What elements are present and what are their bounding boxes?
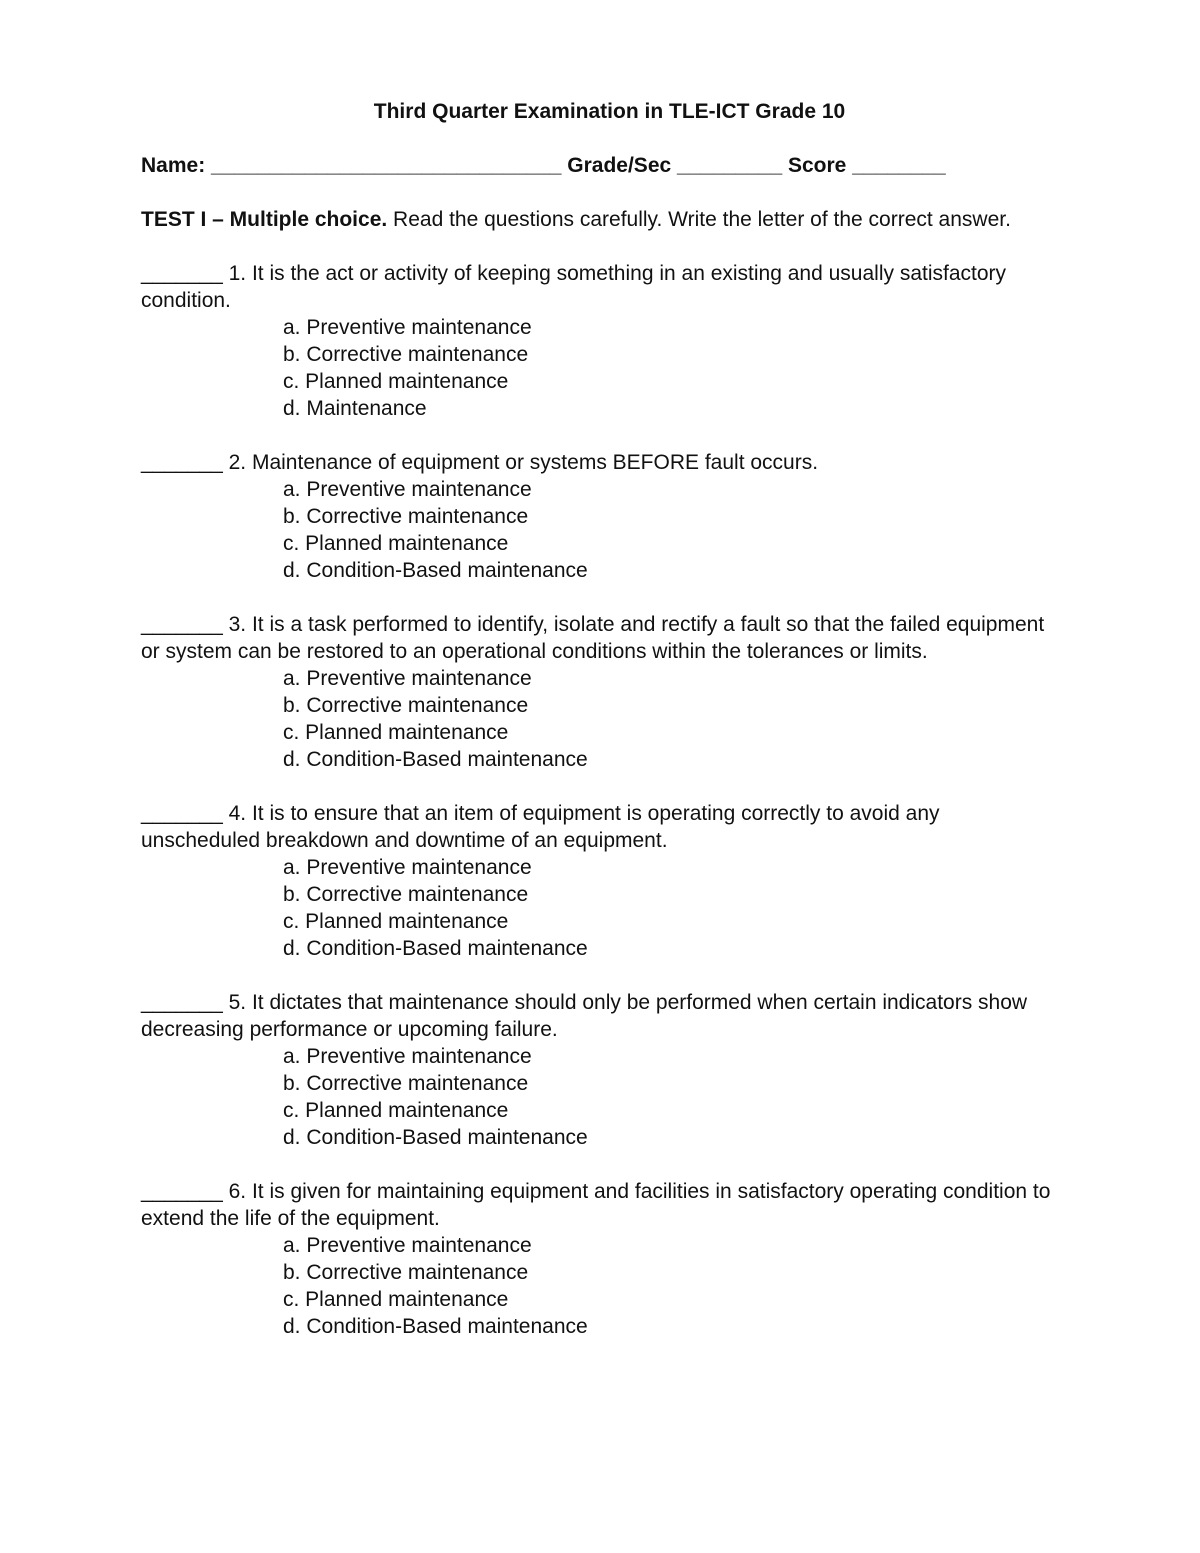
answer-option: a. Preventive maintenance <box>283 478 532 501</box>
answer-option: c. Planned maintenance <box>283 721 509 744</box>
answer-options <box>141 476 1060 584</box>
name-label: Name: <box>141 154 206 177</box>
answer-option: b. Corrective maintenance <box>283 694 529 717</box>
question-item <box>141 800 1060 962</box>
answer-blank: _______ <box>141 991 223 1014</box>
answer-option: a. Preventive maintenance <box>283 1234 532 1257</box>
question-stem <box>141 1178 1060 1232</box>
question-item <box>141 449 1060 584</box>
test-instructions <box>141 206 1060 233</box>
question-stem <box>141 260 1060 314</box>
answer-option: b. Corrective maintenance <box>283 505 529 528</box>
question-number: 5. <box>228 991 247 1014</box>
answer-option: a. Preventive maintenance <box>283 856 532 879</box>
question-text: It is the act or activity of keeping something in an existing and usually satisfactory condition. <box>141 262 1007 312</box>
question-text: Maintenance of equipment or systems BEFORE fault occurs. <box>251 451 819 474</box>
question-stem <box>141 800 1060 854</box>
answer-option: a. Preventive maintenance <box>283 1045 532 1068</box>
answer-options <box>141 314 1060 422</box>
question-list <box>141 260 1060 1340</box>
question-text: It is given for maintaining equipment and facilities in satisfactory operating condition to extend the life of the equipment. <box>141 1180 1051 1230</box>
answer-option: d. Condition-Based maintenance <box>283 1315 588 1338</box>
answer-option: b. Corrective maintenance <box>283 1072 529 1095</box>
question-number: 1. <box>228 262 247 285</box>
answer-options <box>141 1232 1060 1340</box>
test-instruction-text: Read the questions carefully. Write the letter of the correct answer. <box>387 208 1011 231</box>
question-item <box>141 260 1060 422</box>
answer-options <box>141 1043 1060 1151</box>
answer-option: b. Corrective maintenance <box>283 883 529 906</box>
question-number: 4. <box>228 802 247 825</box>
answer-blank: _______ <box>141 613 223 636</box>
answer-option: c. Planned maintenance <box>283 910 509 933</box>
answer-option: d. Condition-Based maintenance <box>283 937 588 960</box>
question-text: It is a task performed to identify, isolate and rectify a fault so that the failed equipment or system can be restored to an operational conditions within the tolerances or limits. <box>141 613 1045 663</box>
grade-section-label: Grade/Sec <box>567 154 672 177</box>
question-stem <box>141 989 1060 1043</box>
question-item <box>141 611 1060 773</box>
question-number: 3. <box>228 613 247 636</box>
answer-option: a. Preventive maintenance <box>283 667 532 690</box>
answer-option: c. Planned maintenance <box>283 532 509 555</box>
answer-option: b. Corrective maintenance <box>283 1261 529 1284</box>
name-blank: ______________________________ <box>211 154 562 177</box>
question-number: 6. <box>228 1180 247 1203</box>
answer-blank: _______ <box>141 1180 223 1203</box>
exam-title: Third Quarter Examination in TLE-ICT Grade 10 <box>373 100 846 123</box>
answer-option: a. Preventive maintenance <box>283 316 532 339</box>
answer-options <box>141 665 1060 773</box>
score-blank: ________ <box>852 154 946 177</box>
answer-blank: _______ <box>141 802 223 825</box>
question-item <box>141 1178 1060 1340</box>
answer-option: c. Planned maintenance <box>283 1288 509 1311</box>
answer-blank: _______ <box>141 451 223 474</box>
answer-blank: _______ <box>141 262 223 285</box>
test-heading: TEST I – Multiple choice. <box>141 208 388 231</box>
answer-option: d. Maintenance <box>283 397 427 420</box>
question-stem <box>141 449 1060 476</box>
answer-option: d. Condition-Based maintenance <box>283 1126 588 1149</box>
score-label: Score <box>788 154 847 177</box>
answer-option: c. Planned maintenance <box>283 1099 509 1122</box>
question-text: It is to ensure that an item of equipment is operating correctly to avoid any unscheduled breakdown and downtime of an equipment. <box>141 802 940 852</box>
answer-options <box>141 854 1060 962</box>
answer-option: d. Condition-Based maintenance <box>283 748 588 771</box>
answer-option: c. Planned maintenance <box>283 370 509 393</box>
question-number: 2. <box>228 451 247 474</box>
grade-section-blank: _________ <box>677 154 783 177</box>
answer-option: d. Condition-Based maintenance <box>283 559 588 582</box>
question-text: It dictates that maintenance should only be performed when certain indicators show decreasing performance or upcoming failure. <box>141 991 1028 1041</box>
student-info-line <box>141 152 1060 179</box>
answer-option: b. Corrective maintenance <box>283 343 529 366</box>
question-item <box>141 989 1060 1151</box>
question-stem <box>141 611 1060 665</box>
